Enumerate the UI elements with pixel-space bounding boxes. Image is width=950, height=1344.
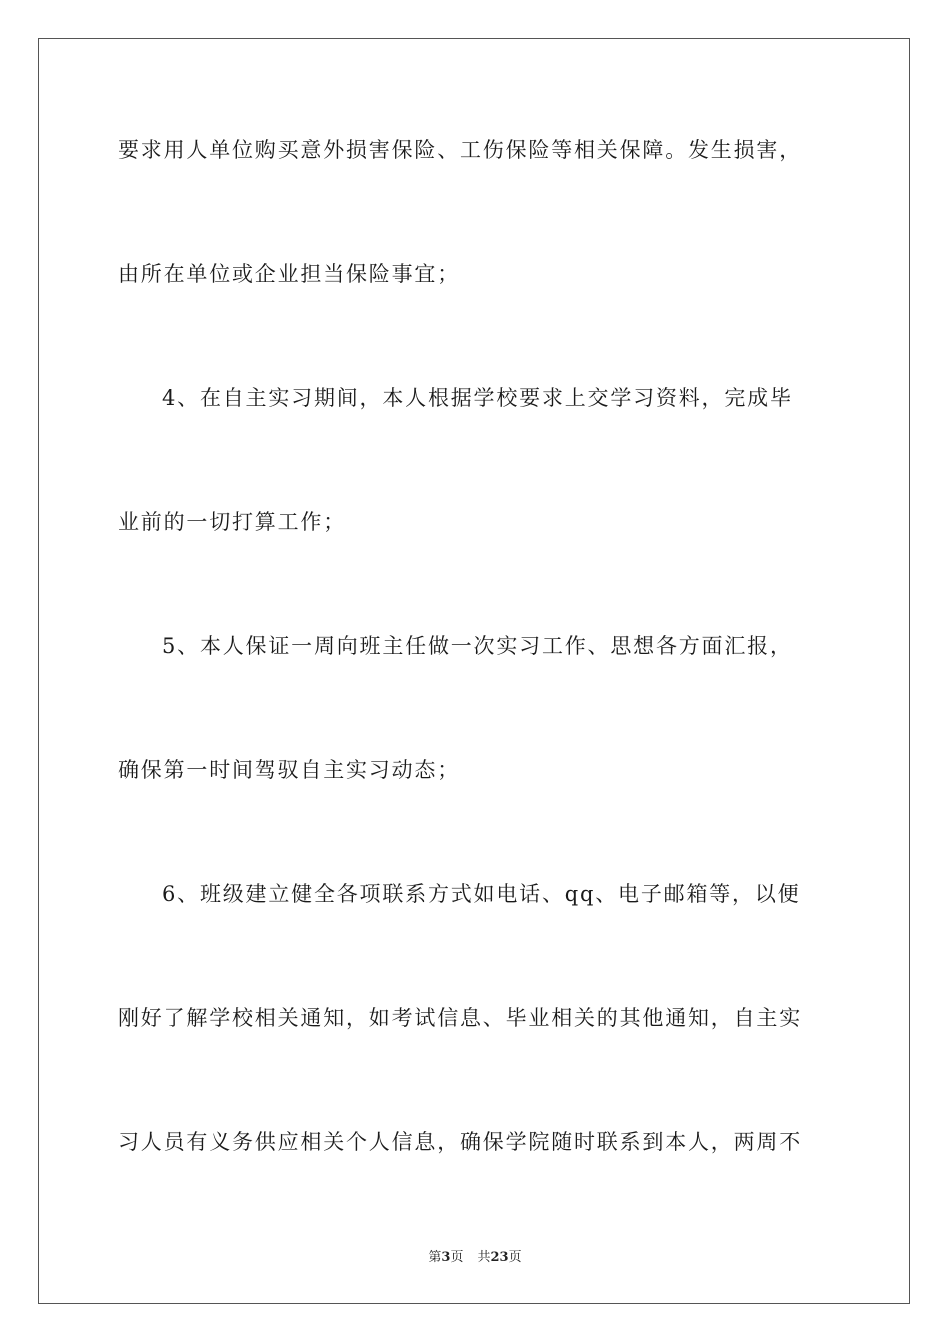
text-line-6: 确保第一时间驾驭自主实习动态； xyxy=(118,758,460,782)
page-footer xyxy=(0,1246,950,1265)
text-line-9: 习人员有义务供应相关个人信息，确保学院随时联系到本人，两周不 xyxy=(118,1130,802,1154)
page-suffix: 页 xyxy=(450,1250,464,1265)
total-prefix: 共 xyxy=(477,1250,491,1265)
text-line-3-item-4: 4、在自主实习期间，本人根据学校要求上交学习资料，完成毕 xyxy=(162,386,793,410)
text-line-5-item-5: 5、本人保证一周向班主任做一次实习工作、思想各方面汇报， xyxy=(162,634,793,658)
text-line-7-item-6: 6、班级建立健全各项联系方式如电话、qq、电子邮箱等，以便 xyxy=(162,882,801,906)
page-prefix: 第 xyxy=(428,1250,442,1265)
text-line-2: 由所在单位或企业担当保险事宜； xyxy=(118,262,460,286)
page-border xyxy=(38,38,910,1304)
total-suffix: 页 xyxy=(508,1250,522,1265)
text-line-8: 刚好了解学校相关通知，如考试信息、毕业相关的其他通知，自主实 xyxy=(118,1006,802,1030)
text-line-1: 要求用人单位购买意外损害保险、工伤保险等相关保障。发生损害， xyxy=(118,138,802,162)
text-line-4: 业前的一切打算工作； xyxy=(118,510,346,534)
page-number: 3 xyxy=(441,1250,451,1265)
total-pages: 23 xyxy=(490,1250,509,1265)
